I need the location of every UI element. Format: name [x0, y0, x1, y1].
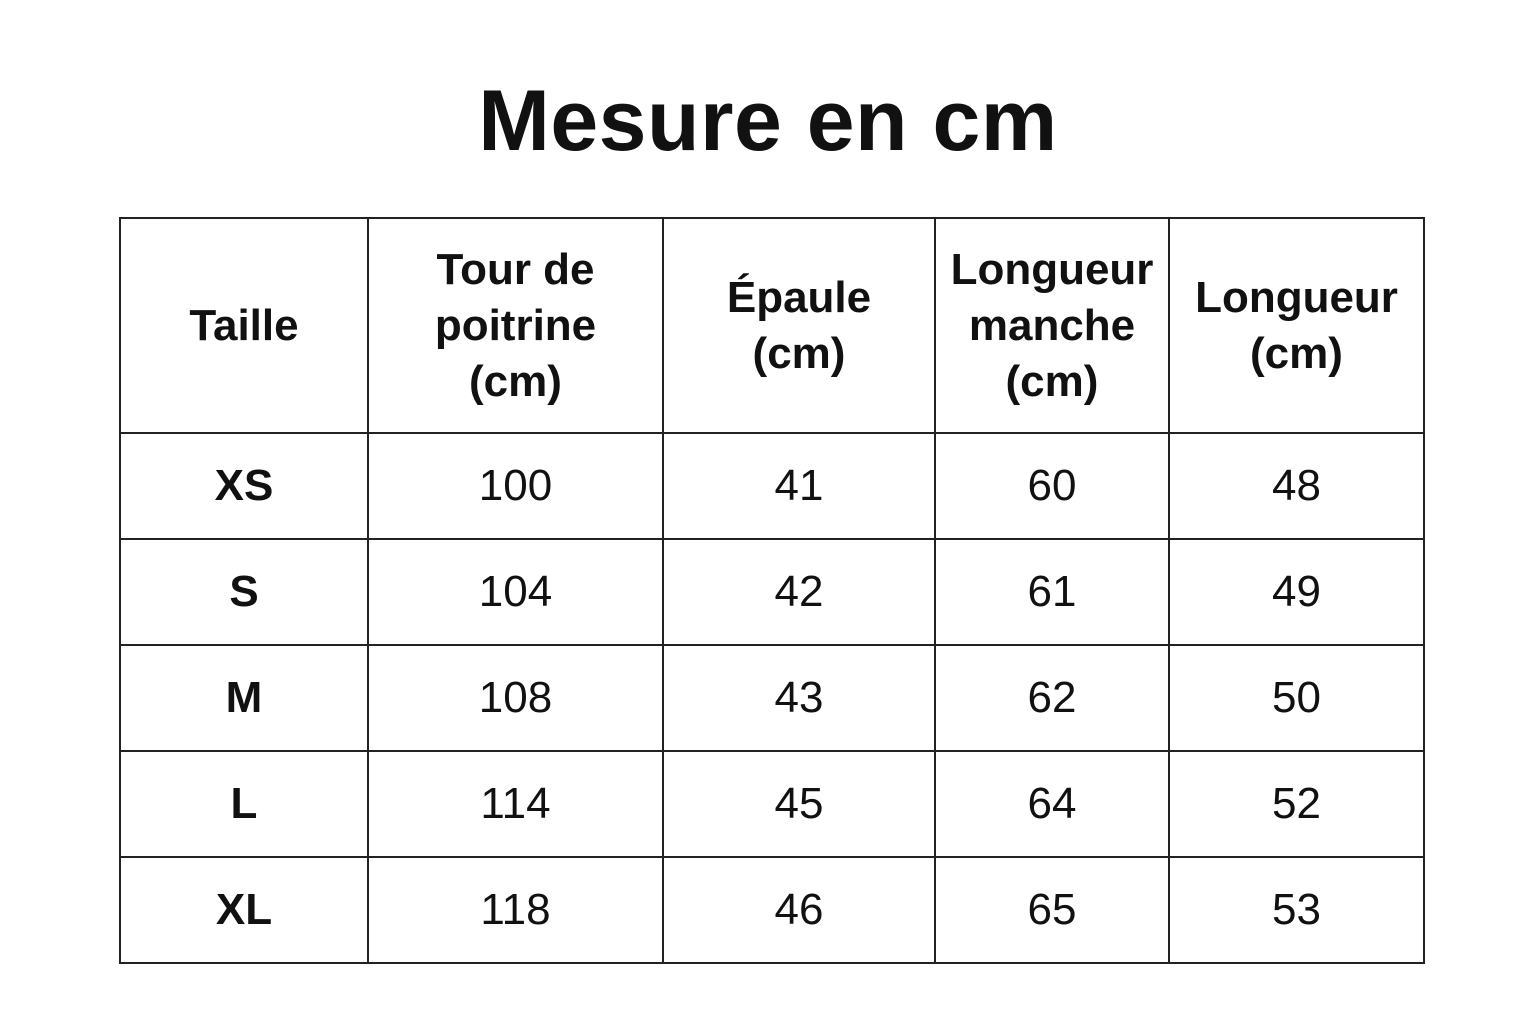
chest-cell: 100: [368, 433, 663, 539]
sleeve-length-cell: 60: [935, 433, 1169, 539]
table-header-row: [120, 218, 1424, 433]
size-cell: S: [120, 539, 368, 645]
size-cell: M: [120, 645, 368, 751]
chest-cell: 118: [368, 857, 663, 963]
sleeve-length-cell: 62: [935, 645, 1169, 751]
chest-cell: 104: [368, 539, 663, 645]
length-cell: 49: [1169, 539, 1424, 645]
shoulder-cell: 45: [663, 751, 935, 857]
length-cell: 50: [1169, 645, 1424, 751]
column-header-size: Taille: [120, 218, 368, 433]
table-row: [120, 857, 1424, 963]
shoulder-cell: 43: [663, 645, 935, 751]
column-header-sleeve-length: Longueur manche (cm): [935, 218, 1169, 433]
length-cell: 48: [1169, 433, 1424, 539]
column-header-length: Longueur (cm): [1169, 218, 1424, 433]
length-cell: 53: [1169, 857, 1424, 963]
shoulder-cell: 41: [663, 433, 935, 539]
sleeve-length-cell: 61: [935, 539, 1169, 645]
shoulder-cell: 42: [663, 539, 935, 645]
page-title: Mesure en cm: [478, 73, 1058, 169]
table-row: [120, 433, 1424, 539]
size-cell: L: [120, 751, 368, 857]
chest-cell: 108: [368, 645, 663, 751]
chest-cell: 114: [368, 751, 663, 857]
sleeve-length-cell: 64: [935, 751, 1169, 857]
column-header-shoulder: Épaule (cm): [663, 218, 935, 433]
table-row: [120, 539, 1424, 645]
length-cell: 52: [1169, 751, 1424, 857]
column-header-chest: Tour de poitrine (cm): [368, 218, 663, 433]
table-row: [120, 645, 1424, 751]
size-chart-table: [119, 217, 1425, 964]
size-cell: XL: [120, 857, 368, 963]
size-cell: XS: [120, 433, 368, 539]
table-row: [120, 751, 1424, 857]
sleeve-length-cell: 65: [935, 857, 1169, 963]
shoulder-cell: 46: [663, 857, 935, 963]
